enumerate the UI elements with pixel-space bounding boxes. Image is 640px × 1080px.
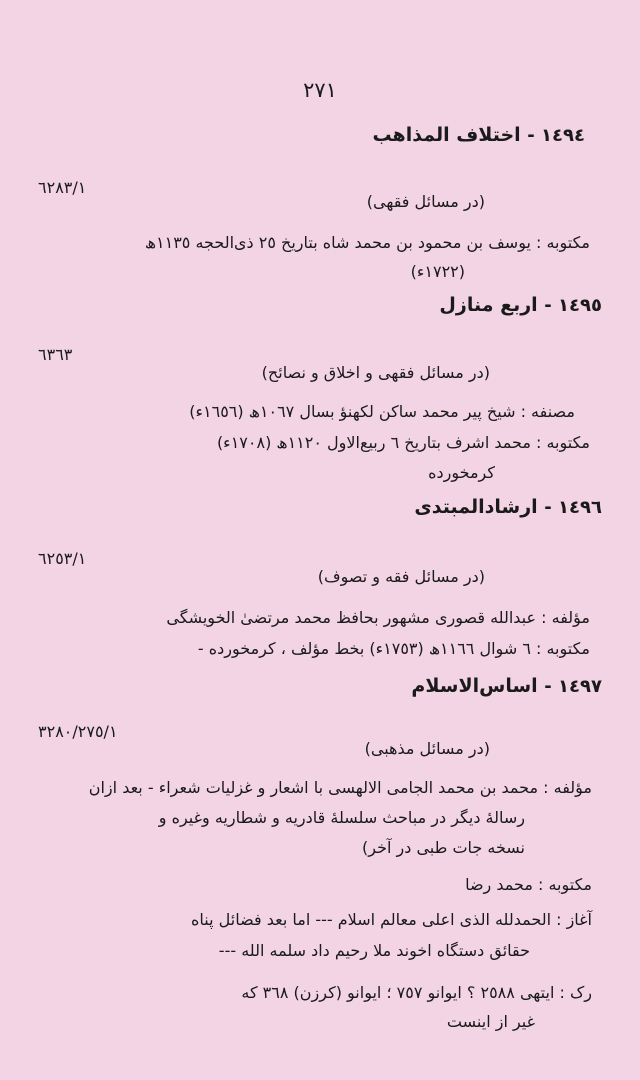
entry-line: مؤلفه : عبدالله قصوری مشهور بحافظ محمد مرتضیٰ الخویشگی xyxy=(166,608,590,627)
subject-line: (در مسائل فقه و تصوف) xyxy=(317,567,485,586)
entry-heading xyxy=(414,496,602,518)
entry-line: رسالهٔ دیگر در مباحث سلسلهٔ قادریه و شطاریه وغیره و xyxy=(158,808,525,827)
entry-title: اختلاف المذاهب xyxy=(372,124,521,146)
reference-number: ٣٢٨٠/٢٧٥/١ xyxy=(38,722,118,741)
subject-line: (در مسائل مذهبی) xyxy=(364,739,490,758)
entry-line: مکتوبه : ٦ شوال ١١٦٦ھ (١٧٥٣ء) بخط مؤلف ، کرمخورده - xyxy=(197,639,590,658)
entry-heading xyxy=(372,124,585,146)
subject-line: (در مسائل فقهی) xyxy=(366,192,485,211)
entry-line: کرمخورده xyxy=(428,463,495,482)
entry-title: اربع منازل xyxy=(439,294,538,316)
reference-number: ٦٣٦٣ xyxy=(38,345,73,364)
entry-line: آغاز : الحمدلله الذی اعلی معالم اسلام --- اما بعد فضائل پناه xyxy=(191,910,592,929)
reference-number: ٦٢٥٣/١ xyxy=(38,549,87,568)
entry-line: (١٧٢٢ء) xyxy=(410,262,465,281)
entry-heading xyxy=(411,675,602,697)
reference-number: ٦٢٨٣/١ xyxy=(38,178,87,197)
entry-number: ١٤٩٧ - xyxy=(544,676,602,697)
entry-line: مکتوبه : محمد رضا xyxy=(465,875,592,894)
subject-line: (در مسائل فقهی و اخلاق و نصائح) xyxy=(261,363,490,382)
entry-title: اساس‌الاسلام xyxy=(411,675,538,697)
entry-line: مصنفه : شیخ پیر محمد ساکن لکهنؤ بسال ١٠٦٧ھ (١٦٥٦ء) xyxy=(189,402,575,421)
entry-number: ١٤٩٦ - xyxy=(544,497,602,518)
entry-line: حقائق دستگاه اخوند ملا رحیم داد سلمه الله --- xyxy=(218,941,530,960)
entry-line: غیر از اینست xyxy=(446,1012,535,1031)
entry-line: مکتوبه : محمد اشرف بتاریخ ٦ ربیع‌الاول ١١٢٠ھ (١٧٠٨ء) xyxy=(216,433,590,452)
page-number: ٢٧١ xyxy=(303,78,337,102)
entry-line: رک : ایتهی ٢٥٨٨ ؟ ایوانو ٧٥٧ ؛ ایوانو (کرزن) ٣٦٨ که xyxy=(241,983,592,1002)
entry-number: ١٤٩٥ - xyxy=(544,295,602,316)
entry-line: مکتوبه : یوسف بن محمود بن محمد شاه بتاریخ ٢٥ ذی‌الحجه ١١٣٥ھ xyxy=(144,233,590,252)
entry-heading xyxy=(439,294,602,316)
entry-title: ارشادالمبتدی xyxy=(414,496,538,518)
entry-line: نسخه جات طبی در آخر) xyxy=(362,838,525,857)
entry-line: مؤلفه : محمد بن محمد الجامی الالهسی با اشعار و غزلیات شعراء - بعد ازان xyxy=(88,778,592,797)
entry-number: ١٤٩٤ - xyxy=(527,125,585,146)
